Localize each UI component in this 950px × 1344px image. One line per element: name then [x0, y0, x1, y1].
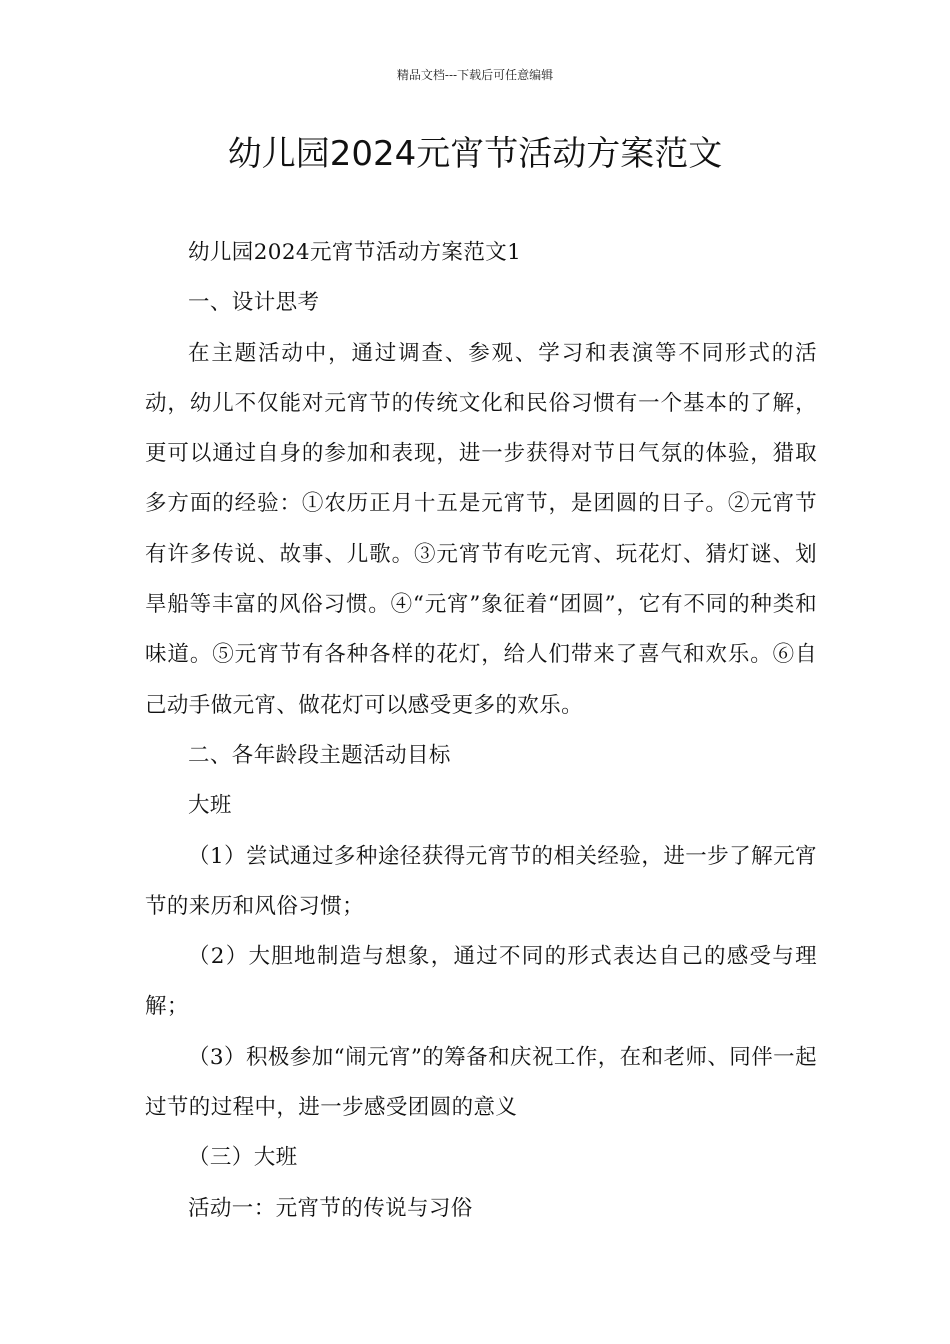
header-note: 精品文档---下载后可任意编辑: [396, 68, 554, 82]
body-paragraph: 在主题活动中，通过调查、参观、学习和表演等不同形式的活动，幼儿不仅能对元宵节的传统文化和民俗习惯有一个基本的了解，更可以通过自身的参加和表现，进一步获得对节日气氛的体验，猎取多方面的经验：①农历正月十五是元宵节，是团圆的日子。②元宵节有许多传说、故事、儿歌。③元宵节有吃元宵、玩花灯、猜灯谜、划旱船等丰富的风俗习惯。④“元宵”象征着“团圆”，它有不同的种类和味道。⑤元宵节有各种各样的花灯，给人们带来了喜气和欢乐。⑥自己动手做元宵、做花灯可以感受更多的欢乐。: [145, 340, 817, 718]
subsection-heading: （三）大班: [188, 1145, 298, 1171]
section-heading-goals: 二、各年龄段主题活动目标: [188, 742, 451, 768]
goal-item-2: （2）大胆地制造与想象，通过不同的形式表达自己的感受与理解；: [145, 944, 817, 1020]
activity-heading: 活动一：元宵节的传说与习俗: [188, 1195, 473, 1221]
goal-item-3: （3）积极参加“闹元宵”的筹备和庆祝工作，在和老师、同伴一起过节的过程中，进一步感受团圆的意义: [145, 1044, 817, 1121]
document-body: [145, 228, 817, 1234]
goal-item-1: （1）尝试通过多种途径获得元宵节的相关经验，进一步了解元宵节的来历和风俗习惯；: [145, 843, 817, 919]
section-heading-design: 一、设计思考: [188, 290, 320, 316]
class-label: 大班: [188, 793, 232, 819]
document-title: 幼儿园2024元宵节活动方案范文: [227, 134, 723, 174]
subtitle-paragraph: 幼儿园2024元宵节活动方案范文1: [188, 240, 522, 265]
